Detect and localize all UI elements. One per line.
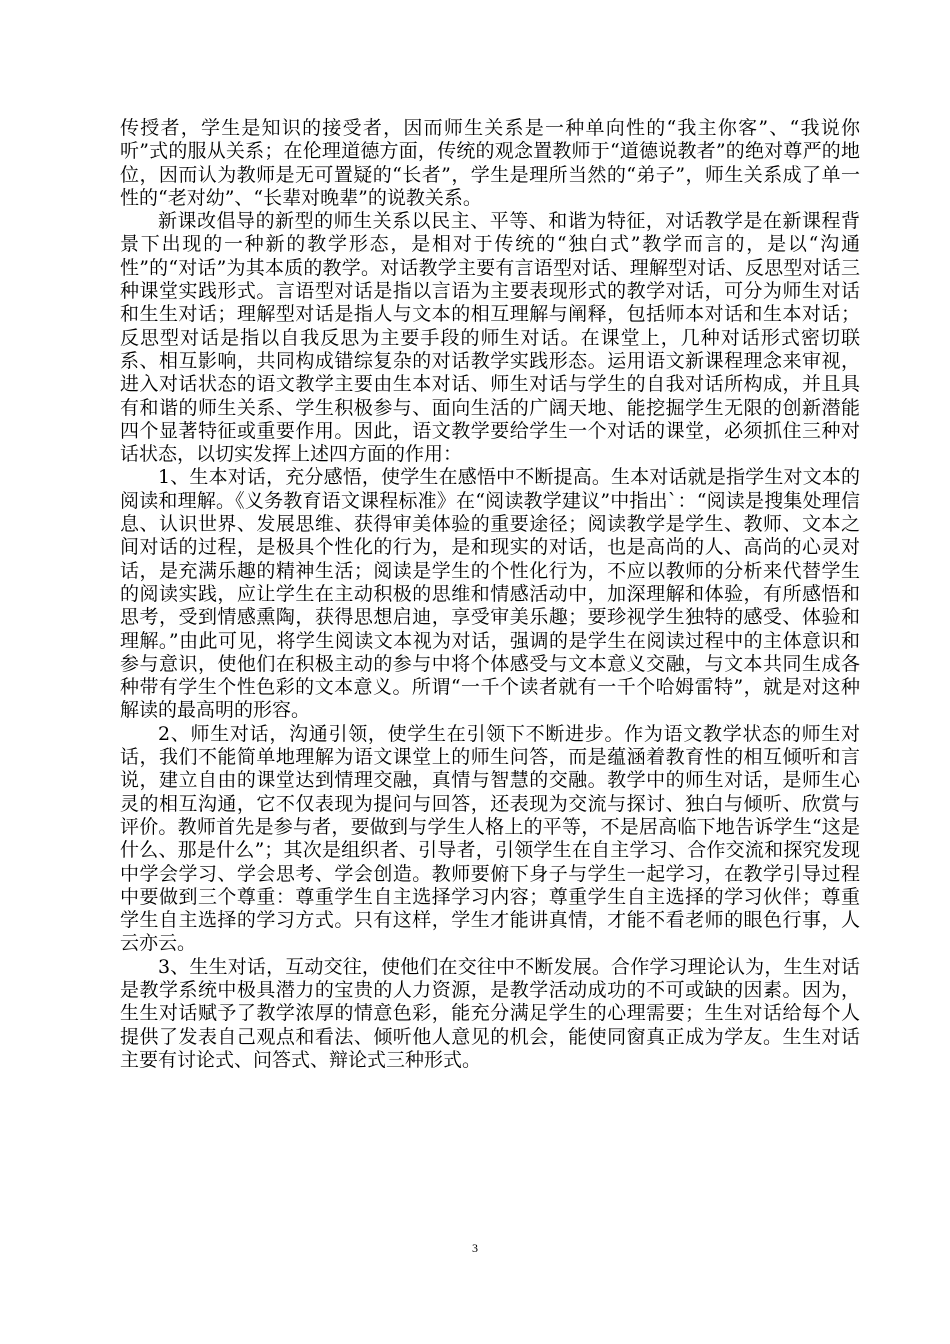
- body-text: [120, 117, 860, 1072]
- paragraph-student-text-dialogue: 1、生本对话，充分感悟，使学生在感悟中不断提高。生本对话就是指学生对文本的阅读和理解。《义务教育语文课程标准》在“阅读教学建议”中指出`：“阅读是搜集处理信息、认识世界、发展思维、获得审美体验的重要途径；阅读教学是学生、教师、文本之间对话的过程，是极具个性化的行为，是和现实的对话，也是高尚的人、高尚的心灵对话，是充满乐趣的精神生活；阅读是学生的个性化行为，不应以教师的分析来代替学生的阅读实践，应让学生在主动积极的思维和情感活动中，加深理解和体验，有所感悟和思考，受到情感熏陶，获得思想启迪，享受审美乐趣；要珍视学生独特的感受、体验和理解。”由此可见，将学生阅读文本视为对话，强调的是学生在阅读过程中的主体意识和参与意识，使他们在积极主动的参与中将个体感受与文本意义交融，与文本共同生成各种带有学生个性色彩的文本意义。所谓“一千个读者就有一千个哈姆雷特”，就是对这种解读的最高明的形容。: [120, 466, 860, 722]
- paragraph-teacher-student-dialogue: 2、师生对话，沟通引领，使学生在引领下不断进步。作为语文教学状态的师生对话，我们不能简单地理解为语文课堂上的师生问答，而是蕴涵着教育性的相互倾听和言说，建立自由的课堂达到情理交融，真情与智慧的交融。教学中的师生对话，是师生心灵的相互沟通，它不仅表现为提问与回答，还表现为交流与探讨、独白与倾听、欣赏与评价。教师首先是参与者，要做到与学生人格上的平等，不是居高临下地告诉学生“这是什么、那是什么”；其次是组织者、引导者，引领学生在自主学习、合作交流和探究发现中学会学习、学会思考、学会创造。教师要俯下身子与学生一起学习，在教学引导过程中要做到三个尊重：尊重学生自主选择学习内容；尊重学生自主选择的学习伙伴；尊重学生自主选择的学习方式。只有这样，学生才能讲真情，才能不看老师的眼色行事，人云亦云。: [120, 722, 860, 955]
- page-number: 3: [472, 1241, 478, 1255]
- paragraph-student-student-dialogue: 3、生生对话，互动交往，使他们在交往中不断发展。合作学习理论认为，生生对话是教学系统中极具潜力的宝贵的人力资源，是教学活动成功的不可或缺的因素。因为，生生对话赋予了教学浓厚的情意色彩，能充分满足学生的心理需要；生生对话给每个人提供了发表自己观点和看法、倾听他人意见的机会，能使同窗真正成为学友。生生对话主要有讨论式、问答式、辩论式三种形式。: [120, 955, 860, 1071]
- paragraph-dialogue-teaching: 新课改倡导的新型的师生关系以民主、平等、和谐为特征，对话教学是在新课程背景下出现的一种新的教学形态，是相对于传统的“独白式”教学而言的，是以“沟通性”的“对话”为其本质的教学。对话教学主要有言语型对话、理解型对话、反思型对话三种课堂实践形式。言语型对话是指以言语为主要表现形式的教学对话，可分为师生对话和生生对话；理解型对话是指人与文本的相互理解与阐释，包括师本对话和生本对话；反思型对话是指以自我反思为主要手段的师生对话。在课堂上，几种对话形式密切联系、相互影响，共同构成错综复杂的对话教学实践形态。运用语文新课程理念来审视，进入对话状态的语文教学主要由生本对话、师生对话与学生的自我对话所构成，并且具有和谐的师生关系、学生积极参与、面向生活的广阔天地、能挖掘学生无限的创新潜能四个显著特征或重要作用。因此，语文教学要给学生一个对话的课堂，必须抓住三种对话状态，以切实发挥上述四方面的作用：: [120, 210, 860, 466]
- paragraph-continued-teacher-student-relationship: 传授者，学生是知识的接受者，因而师生关系是一种单向性的“我主你客”、“我说你听”式的服从关系；在伦理道德方面，传统的观念置教师于“道德说教者”的绝对尊严的地位，因而认为教师是无可置疑的“长者”，学生是理所当然的“弟子”，师生关系成了单一性的“老对幼”、“长辈对晚辈”的说教关系。: [120, 117, 860, 209]
